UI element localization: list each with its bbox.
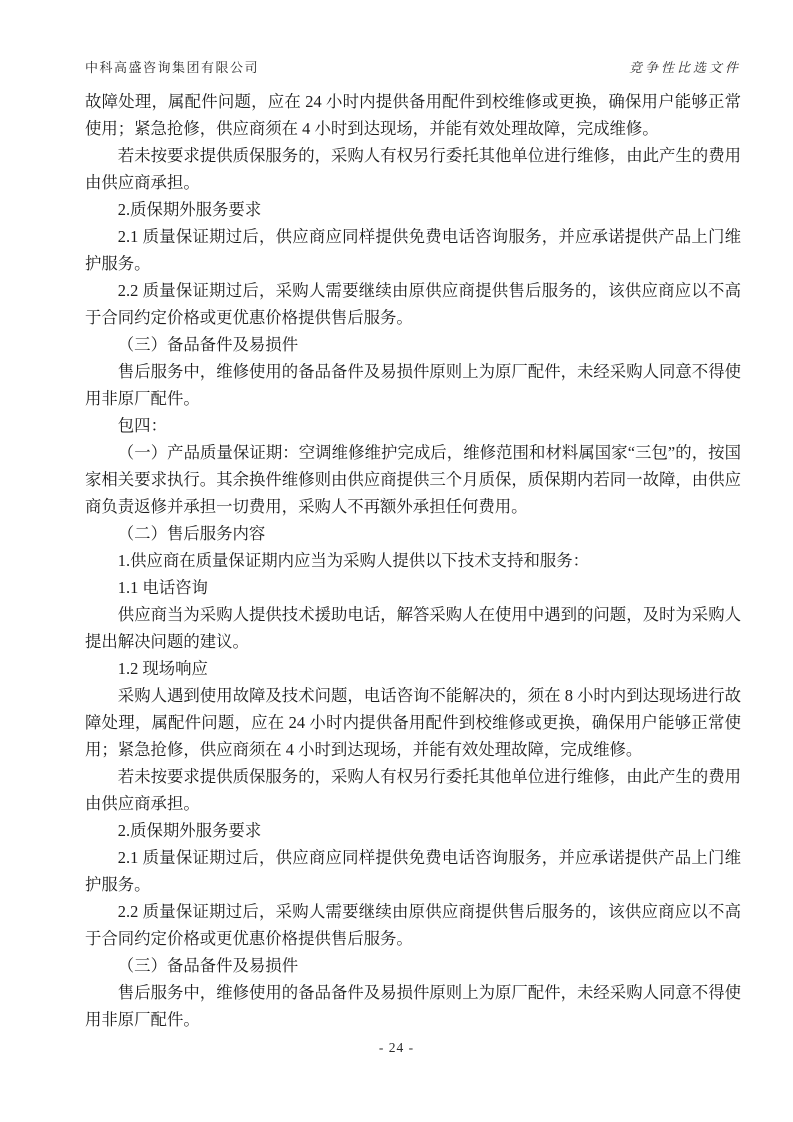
header-document-type: 竞争性比选文件 [628,60,741,75]
paragraph: 1.供应商在质量保证期内应当为采购人提供以下技术支持和服务： [117,551,590,570]
page-footer [0,1040,793,1056]
header-company-name: 中科高盛咨询集团有限公司 [85,60,260,75]
document-body [85,88,741,1033]
paragraph: 1.1 电话咨询 [117,578,208,597]
paragraph: 售后服务中，维修使用的备品备件及易损件原则上为原厂配件，未经采购人同意不得使用非原厂配件。 [85,983,741,1029]
paragraph: 1.2 现场响应 [117,659,208,678]
paragraph: 2.质保期外服务要求 [117,821,262,840]
paragraph: 2.2 质量保证期过后，采购人需要继续由原供应商提供售后服务的，该供应商应以不高于合同约定价格或更优惠价格提供售后服务。 [85,281,741,327]
paragraph: 若未按要求提供质保服务的，采购人有权另行委托其他单位进行维修，由此产生的费用由供应商承担。 [85,146,741,192]
paragraph: 2.1 质量保证期过后，供应商应同样提供免费电话咨询服务，并应承诺提供产品上门维护服务。 [85,227,741,273]
paragraph: 售后服务中，维修使用的备品备件及易损件原则上为原厂配件，未经采购人同意不得使用非原厂配件。 [85,362,741,408]
paragraph: 若未按要求提供质保服务的，采购人有权另行委托其他单位进行维修，由此产生的费用由供应商承担。 [85,767,741,813]
paragraph: （二）售后服务内容 [117,524,266,543]
paragraph: 供应商当为采购人提供技术援助电话，解答采购人在使用中遇到的问题，及时为采购人提出解决问题的建议。 [85,605,741,651]
page-number: - 24 - [378,1040,415,1055]
paragraph: 故障处理，属配件问题，应在 24 小时内提供备用配件到校维修或更换，确保用户能够正常使用；紧急抢修，供应商须在 4 小时到达现场，并能有效处理故障，完成维修。 [85,92,741,138]
paragraph: 包四： [117,416,167,435]
paragraph: （三）备品备件及易损件 [117,335,299,354]
paragraph: 2.1 质量保证期过后，供应商应同样提供免费电话咨询服务，并应承诺提供产品上门维护服务。 [85,848,741,894]
paragraph: （三）备品备件及易损件 [117,956,299,975]
paragraph: 采购人遇到使用故障及技术问题，电话咨询不能解决的，须在 8 小时内到达现场进行故障处理，属配件问题，应在 24 小时内提供备用配件到校维修或更换，确保用户能够正常使用；紧急抢修，供应商须在 4 小时到达现场，并能有效处理故障，完成维修。 [85,686,741,759]
paragraph: 2.2 质量保证期过后，采购人需要继续由原供应商提供售后服务的，该供应商应以不高于合同约定价格或更优惠价格提供售后服务。 [85,902,741,948]
page-header [85,57,741,76]
paragraph: （一）产品质量保证期：空调维修维护完成后，维修范围和材料属国家“三包”的，按国家相关要求执行。其余换件维修则由供应商提供三个月质保，质保期内若同一故障，由供应商负责返修并承担一切费用，采购人不再额外承担任何费用。 [85,443,741,516]
paragraph: 2.质保期外服务要求 [117,200,262,219]
